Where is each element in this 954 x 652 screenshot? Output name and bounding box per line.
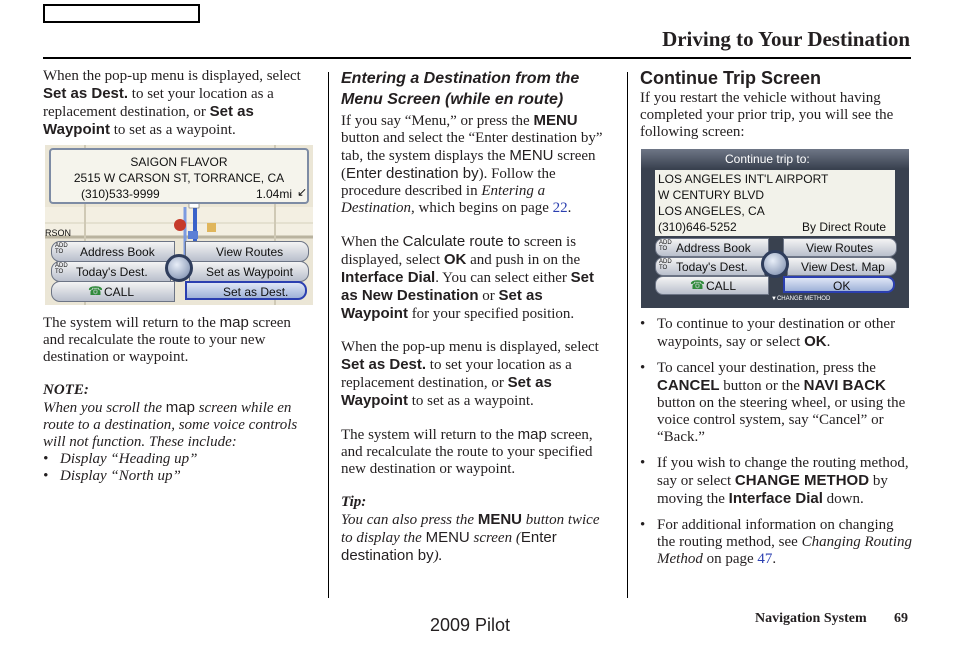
direction-arrow-icon: ↙ xyxy=(297,185,308,199)
add-to-icon: ADD TO xyxy=(659,240,672,252)
set-as-dest-button[interactable]: Set as Dest. xyxy=(185,281,307,300)
view-dest-map-button[interactable]: View Dest. Map xyxy=(787,257,897,276)
place-name: SAIGON FLAVOR xyxy=(130,155,228,169)
note-item: • Display “Heading up” xyxy=(43,451,315,468)
column-3-lower xyxy=(640,316,912,577)
col3-bullet-3: • If you wish to change the routing method, say or select CHANGE METHOD by moving the Interface Dial down. xyxy=(640,455,912,508)
ok-button[interactable]: OK xyxy=(783,276,895,293)
todays-dest-button[interactable]: ADD TO Today's Dest. xyxy=(655,257,765,276)
header-tab-box xyxy=(43,4,200,23)
page-number: 69 xyxy=(894,611,908,626)
map-street-label: RSON xyxy=(45,228,72,238)
triangle-down-icon: ▼ xyxy=(771,296,777,302)
address-book-button[interactable]: ADD TO Address Book xyxy=(655,238,769,257)
destination-street: W CENTURY BLVD xyxy=(658,188,765,202)
col2-paragraph-4: The system will return to the map screen, and recalculate the route to your specified new destination or waypoint. xyxy=(341,426,593,477)
screen-title: Continue trip to: xyxy=(725,152,810,166)
col1-paragraph-2: The system will return to the map screen and recalculate the route to your new destination or waypoint. xyxy=(43,314,291,365)
phone-icon: ☎ xyxy=(88,284,103,298)
destination-name: LOS ANGELES INT'L AIRPORT xyxy=(658,172,829,186)
column-1 xyxy=(43,68,315,155)
footer-model: 2009 Pilot xyxy=(430,615,511,635)
place-distance: 1.04mi xyxy=(256,187,293,201)
col3-bullet-2: • To cancel your destination, press the CANCEL button or the NAVI BACK button on the steering wheel, or using the voice control system, say “Cancel” or “Back.” xyxy=(640,360,912,446)
call-button[interactable]: ☎ CALL xyxy=(655,276,769,295)
col1-paragraph-1: When the pop-up menu is displayed, select Set as Dest. to set your location as a replacement destination, or Set as Waypoint to set as a waypoint. xyxy=(43,68,301,138)
interface-dial-icon xyxy=(761,250,789,278)
add-to-icon: ADD TO xyxy=(55,263,68,275)
column-3 xyxy=(640,68,912,157)
col2-paragraph-2: When the Calculate route to screen is displayed, select OK and push in on the Interface Dial. You can select either Set as New Destination or Set as Waypoint for your specified position. xyxy=(341,233,594,322)
col3-heading: Continue Trip Screen xyxy=(640,68,822,88)
place-phone: (310)533-9999 xyxy=(81,187,160,201)
col3-bullet-4: • For additional information on changing the routing method, see Changing Routing Method on page 47. xyxy=(640,517,912,568)
tip-title: Tip: xyxy=(341,494,367,510)
destination-details-box xyxy=(655,170,895,236)
header-rule xyxy=(43,57,911,59)
destination-city: LOS ANGELES, CA xyxy=(658,204,765,218)
col2-paragraph-1: If you say “Menu,” or press the MENU button and select the “Enter destination by” tab, the system displays the MENU screen (Enter destination by). Follow the procedure described in Entering a Destination, which begins on page 22. xyxy=(341,112,603,216)
add-to-icon: ADD TO xyxy=(55,243,68,255)
todays-dest-button[interactable]: ADD TO Today's Dest. xyxy=(51,261,171,282)
add-to-icon: ADD TO xyxy=(659,259,672,271)
place-address: 2515 W CARSON ST, TORRANCE, CA xyxy=(73,171,285,185)
change-method-label[interactable]: ▼CHANGE METHOD xyxy=(771,296,831,302)
phone-icon: ☎ xyxy=(690,278,705,292)
popup-menu xyxy=(51,241,307,303)
note-list xyxy=(43,451,315,485)
page-title: Driving to Your Destination xyxy=(662,27,910,51)
column-divider-2 xyxy=(627,72,628,598)
footer-section: Navigation System xyxy=(755,611,867,626)
view-routes-button[interactable]: View Routes xyxy=(783,238,897,257)
col3-bullet-1: • To continue to your destination or other waypoints, say or select OK. xyxy=(640,316,912,351)
note-text: When you scroll the map screen while en route to a destination, some voice controls will not function. These include: xyxy=(43,399,298,450)
page-link-47[interactable]: 47 xyxy=(757,551,773,567)
continue-trip-screen xyxy=(641,149,909,308)
screen-title-bar xyxy=(641,149,909,169)
column-1-lower xyxy=(43,314,315,485)
continue-trip-menu xyxy=(655,238,895,296)
call-button[interactable]: ☎ CALL xyxy=(51,281,175,302)
col3-intro: If you restart the vehicle without having completed your prior trip, you will see the following screen: xyxy=(640,90,894,140)
col2-paragraph-3: When the pop-up menu is displayed, select Set as Dest. to set your location as a replacement destination, or Set as Waypoint to set as a waypoint. xyxy=(341,339,599,409)
address-book-button[interactable]: ADD TO Address Book xyxy=(51,241,175,262)
col2-heading: Entering a Destination from the Menu Screen (while en route) xyxy=(341,70,580,108)
set-as-waypoint-button[interactable]: Set as Waypoint xyxy=(189,261,309,282)
destination-phone: (310)646-5252 xyxy=(658,220,737,234)
note-title: NOTE: xyxy=(43,382,89,398)
interface-dial-icon xyxy=(165,254,193,282)
column-divider-1 xyxy=(328,72,329,598)
view-routes-button[interactable]: View Routes xyxy=(185,241,309,262)
tip-text: You can also press the MENU button twice to display the MENU screen (Enter destination by). xyxy=(341,511,600,564)
column-2 xyxy=(341,68,613,565)
page-link-22[interactable]: 22 xyxy=(552,200,568,216)
route-method: By Direct Route xyxy=(802,220,887,234)
destination-info-box xyxy=(49,148,309,204)
note-item: • Display “North up” xyxy=(43,468,315,485)
map-popup-screen xyxy=(45,145,313,305)
col3-bullet-list xyxy=(640,316,912,568)
